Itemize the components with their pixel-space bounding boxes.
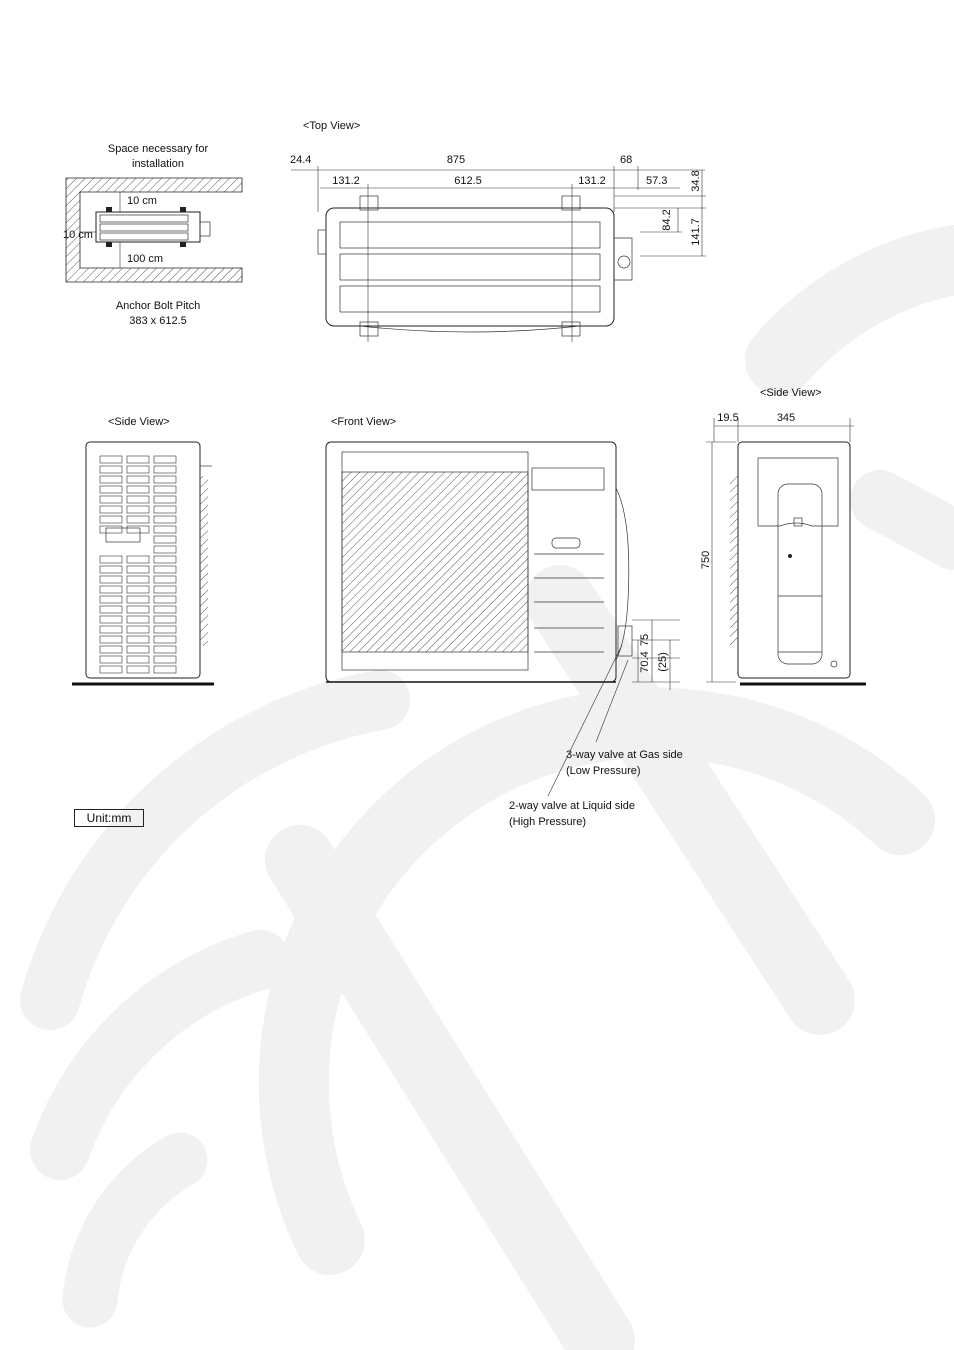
louver-slot [127,516,149,523]
louver-slot [100,526,122,533]
clearance-top-label: 10 cm [127,195,157,207]
install-unit-outline [96,212,200,242]
louver-slot [100,616,122,623]
louver-slot [100,586,122,593]
louver-slot [127,616,149,623]
dim-foot-height: (25) [657,652,669,672]
louver-slot [154,626,176,633]
louver-slot [100,466,122,473]
louver-slot [154,536,176,543]
installation-space-diagram [63,143,242,327]
dim-side-depth-total: 345 [776,412,796,424]
dim-top-depth: 34.8 [690,170,702,192]
louver-slot [154,596,176,603]
fan-grille [342,472,528,652]
side-view-right-diagram [700,387,866,684]
louver-slot [154,586,176,593]
louver-slot [100,516,122,523]
louver-slot [100,556,122,563]
liquid-valve-label-line1: 2-way valve at Liquid side [509,800,635,812]
install-title-line2: installation [132,158,184,170]
louver-slot [127,666,149,673]
louver-slot [154,566,176,573]
louver-slot [127,476,149,483]
louver-slot [154,646,176,653]
watermark-logo [50,260,954,1340]
louver-slot [127,466,149,473]
dim-side-depth: 141.7 [690,218,702,246]
dim-unit-height: 750 [700,550,712,570]
louver-slot [127,506,149,513]
side-view-left-outline [86,442,200,678]
top-view-unit-outline [326,208,614,326]
louver-slot [100,656,122,663]
louver-slot [154,576,176,583]
clearance-front-label: 100 cm [127,253,164,265]
gas-valve-label-line1: 3-way valve at Gas side [566,749,683,761]
louver-slot [154,496,176,503]
louver-slot [154,616,176,623]
louver-slot [154,546,176,553]
unit-label: Unit:mm [74,809,144,827]
louver-slot [127,596,149,603]
louver-slot [100,576,122,583]
louver-slot [100,456,122,463]
louver-slot [100,496,122,503]
dim-left-offset: 24.4 [290,154,312,166]
louver-slot [154,476,176,483]
louver-slot [100,486,122,493]
louver-slot [100,646,122,653]
side-view-right-title: <Side View> [760,387,822,399]
louver-slot [127,576,149,583]
louver-slot [100,606,122,613]
anchor-bolt-value: 383 x 612.5 [129,315,187,327]
louver-slot [127,636,149,643]
front-view-title: <Front View> [331,416,397,428]
dim-bolt-right: 131.2 [578,175,606,187]
gas-valve-label-line2: (Low Pressure) [566,765,641,777]
louver-slot [127,626,149,633]
louver-slot [100,636,122,643]
clearance-left-label: 10 cm [63,229,93,241]
side-view-left-title: <Side View> [108,416,170,428]
liquid-valve-label-line2: (High Pressure) [509,816,587,828]
louver-slot [127,486,149,493]
louver-slot [127,566,149,573]
louver-slot [154,466,176,473]
louver-slot [100,596,122,603]
louver-slot [127,656,149,663]
dim-right-offset-side: 19.5 [717,412,739,424]
louver-slot [100,626,122,633]
dim-valve-offset: 57.3 [646,175,668,187]
louver-slot [154,636,176,643]
louver-slot [100,666,122,673]
louver-slot [127,456,149,463]
louver-slot [154,556,176,563]
dim-bolt-pitch: 612.5 [454,175,482,187]
top-view-diagram [290,120,706,342]
louver-slot [100,476,122,483]
louver-slot [127,526,149,533]
side-view-left-grille [100,456,176,673]
louver-slot [100,506,122,513]
louver-slot [100,566,122,573]
dim-valve-height: 70.4 [639,651,651,673]
louver-slot [127,646,149,653]
dim-bolt-left: 131.2 [332,175,360,187]
louver-slot [154,526,176,533]
louver-slot [154,656,176,663]
install-title-line1: Space necessary for [107,143,209,155]
dim-right-offset: 68 [620,154,633,166]
louver-slot [127,606,149,613]
louver-slot [127,556,149,563]
dim-unit-width: 875 [446,154,466,166]
louver-slot [154,506,176,513]
louver-slot [154,516,176,523]
louver-slot [154,486,176,493]
louver-slot [154,456,176,463]
side-view-left-diagram [72,416,214,684]
louver-slot [154,606,176,613]
dim-valve-depth: 84.2 [661,209,673,231]
side-view-right-outline [738,442,850,678]
dim-valve-spacing: 75 [639,633,651,647]
louver-slot [127,586,149,593]
top-view-title: <Top View> [303,120,361,132]
louver-slot [154,666,176,673]
anchor-bolt-title: Anchor Bolt Pitch [115,300,201,312]
louver-slot [127,496,149,503]
